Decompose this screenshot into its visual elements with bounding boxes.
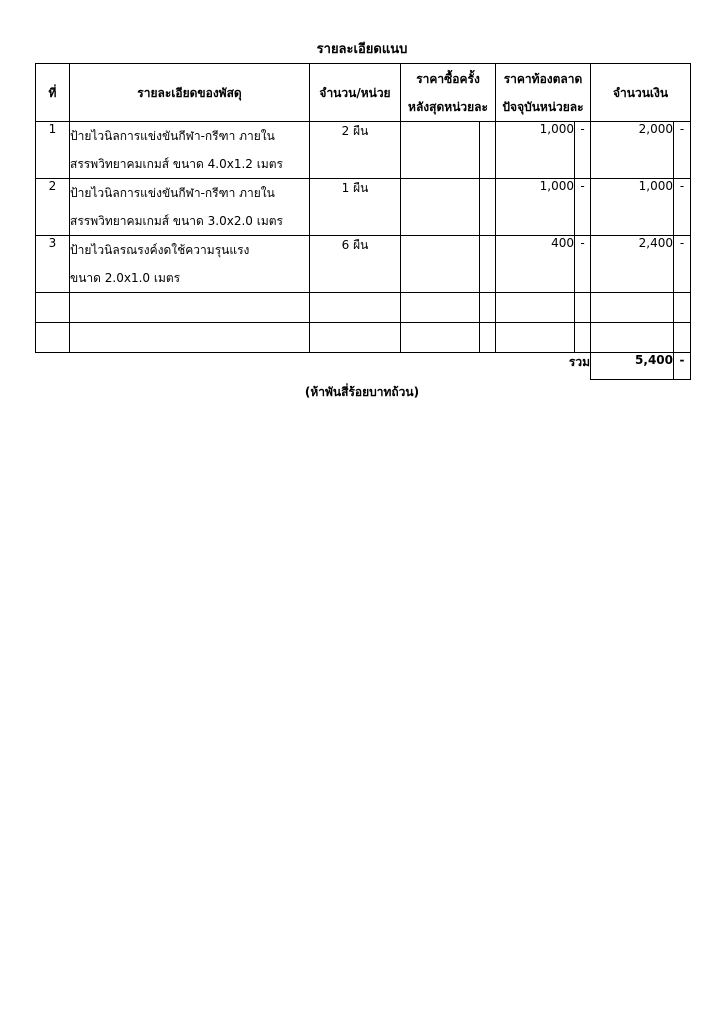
amount-in-words: (ห้าพันสี่ร้อยบาทถ้วน) (304, 385, 420, 399)
item-amount-dash: - (674, 179, 691, 236)
table-row (36, 179, 691, 236)
header-description: รายละเอียดของพัสดุ (70, 64, 310, 122)
item-amount: 2,000 (591, 122, 674, 179)
header-last-price: ราคาซื้อครั้ง หลังสุดหน่วยละ (401, 64, 496, 122)
empty-row (36, 323, 691, 353)
item-market-price: 1,000 (496, 179, 575, 236)
table-header-row (36, 64, 691, 122)
items-table (35, 63, 691, 380)
item-last-price-fraction (480, 122, 496, 179)
item-market-price: 1,000 (496, 122, 575, 179)
header-no: ที่ (36, 64, 70, 122)
item-description: ป้ายไวนิลรณรงค์งดใช้ความรุนแรง ขนาด 2.0x1.0 เมตร (70, 236, 310, 293)
item-last-price-fraction (480, 236, 496, 293)
total-row (36, 353, 691, 380)
item-last-price (401, 236, 480, 293)
header-quantity: จำนวน/หน่วย (310, 64, 401, 122)
item-last-price (401, 179, 480, 236)
table-row (36, 236, 691, 293)
total-value: 5,400 (591, 353, 674, 380)
item-no: 2 (36, 179, 70, 236)
item-amount-dash: - (674, 122, 691, 179)
item-quantity: 6 ผืน (310, 236, 401, 293)
header-amount: จำนวนเงิน (591, 64, 691, 122)
total-dash: - (674, 353, 691, 380)
item-last-price (401, 122, 480, 179)
item-amount: 1,000 (591, 179, 674, 236)
table-row (36, 122, 691, 179)
item-amount-dash: - (674, 236, 691, 293)
header-market-price: ราคาท้องตลาด ปัจจุบันหน่วยละ (496, 64, 591, 122)
document-title: รายละเอียดแนบ (316, 42, 408, 57)
item-no: 1 (36, 122, 70, 179)
empty-row (36, 293, 691, 323)
item-market-price-dash: - (575, 236, 591, 293)
item-market-price: 400 (496, 236, 575, 293)
item-amount: 2,400 (591, 236, 674, 293)
item-description: ป้ายไวนิลการแข่งขันกีฬา-กรีฑา ภายใน สรรพวิทยาคมเกมส์ ขนาด 4.0x1.2 เมตร (70, 122, 310, 179)
item-description: ป้ายไวนิลการแข่งขันกีฬา-กรีฑา ภายใน สรรพวิทยาคมเกมส์ ขนาด 3.0x2.0 เมตร (70, 179, 310, 236)
item-quantity: 1 ผืน (310, 179, 401, 236)
total-label: รวม (568, 355, 591, 369)
item-last-price-fraction (480, 179, 496, 236)
item-quantity: 2 ผืน (310, 122, 401, 179)
item-no: 3 (36, 236, 70, 293)
item-market-price-dash: - (575, 179, 591, 236)
item-market-price-dash: - (575, 122, 591, 179)
